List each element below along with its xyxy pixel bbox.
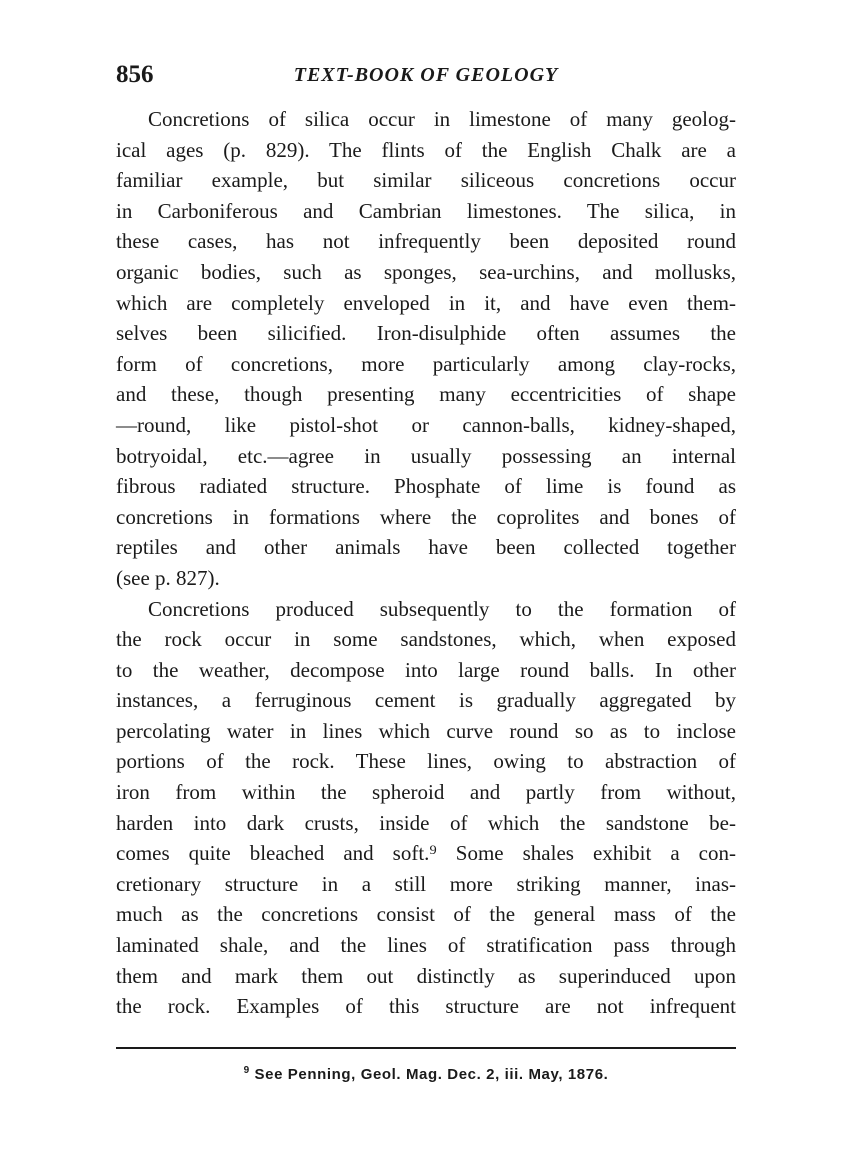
text-line: these cases, has not infrequently been deposited round bbox=[116, 229, 736, 254]
text-line: much as the concretions consist of the general mass of the bbox=[116, 902, 736, 927]
text-line: Concretions produced subsequently to the formation of bbox=[148, 596, 736, 621]
text-line: reptiles and other animals have been collected together bbox=[116, 535, 736, 560]
text-line: and these, though presenting many eccentricities of shape bbox=[116, 382, 736, 407]
text-line: Concretions of silica occur in limestone of many geolog- bbox=[148, 107, 736, 131]
body-text bbox=[116, 104, 736, 1022]
text-line: cretionary structure in a still more striking manner, inas- bbox=[116, 871, 736, 896]
text-line: portions of the rock. These lines, owing to abstraction of bbox=[116, 749, 736, 774]
footnote bbox=[116, 1064, 736, 1086]
footnote-text: See Penning, Geol. Mag. Dec. 2, iii. May, 1876. bbox=[254, 1066, 609, 1083]
text-line: the rock. Examples of this structure are not infrequent bbox=[116, 994, 736, 1019]
text-line: to the weather, decompose into large round balls. In other bbox=[116, 657, 736, 682]
text-line: organic bodies, such as sponges, sea-urchins, and mollusks, bbox=[116, 259, 736, 284]
text-line: iron from within the spheroid and partly from without, bbox=[116, 780, 736, 805]
text-line: instances, a ferruginous cement is gradually aggregated by bbox=[116, 688, 736, 713]
text-line: harden into dark crusts, inside of which the sandstone be- bbox=[116, 810, 736, 835]
footnote-marker: 9 bbox=[243, 1065, 250, 1076]
text-line: —round, like pistol-shot or cannon-balls, kidney-shaped, bbox=[116, 412, 736, 437]
text-line: laminated shale, and the lines of stratification pass through bbox=[116, 933, 736, 958]
paragraph-later-concretions bbox=[116, 594, 736, 1022]
text-line: percolating water in lines which curve round so as to inclose bbox=[116, 718, 736, 743]
text-line: the rock occur in some sandstones, which, when exposed bbox=[116, 627, 736, 652]
text-line: in Carboniferous and Cambrian limestones. The silica, in bbox=[116, 198, 736, 223]
text-line: (see p. 827). bbox=[116, 565, 220, 590]
text-line: which are completely enveloped in it, and have even them- bbox=[116, 290, 736, 315]
text-line: form of concretions, more particularly among clay-rocks, bbox=[116, 351, 736, 376]
text-line: comes quite bleached and soft.⁹ Some shales exhibit a con- bbox=[116, 841, 736, 866]
text-line: ical ages (p. 829). The flints of the English Chalk are a bbox=[116, 137, 736, 162]
paragraph-silica-concretions bbox=[116, 104, 736, 594]
text-line: botryoidal, etc.—agree in usually possessing an internal bbox=[116, 443, 736, 468]
text-line: concretions in formations where the coprolites and bones of bbox=[116, 504, 736, 529]
text-line: them and mark them out distinctly as superinduced upon bbox=[116, 963, 736, 988]
text-line: fibrous radiated structure. Phosphate of lime is found as bbox=[116, 474, 736, 499]
page-number: 856 bbox=[116, 61, 154, 88]
page-header bbox=[116, 58, 736, 92]
running-title: TEXT-BOOK OF GEOLOGY bbox=[293, 64, 559, 86]
text-line: familiar example, but similar siliceous concretions occur bbox=[116, 168, 736, 193]
text-line: selves been silicified. Iron-disulphide often assumes the bbox=[116, 321, 736, 346]
footnote-divider bbox=[116, 1047, 736, 1049]
